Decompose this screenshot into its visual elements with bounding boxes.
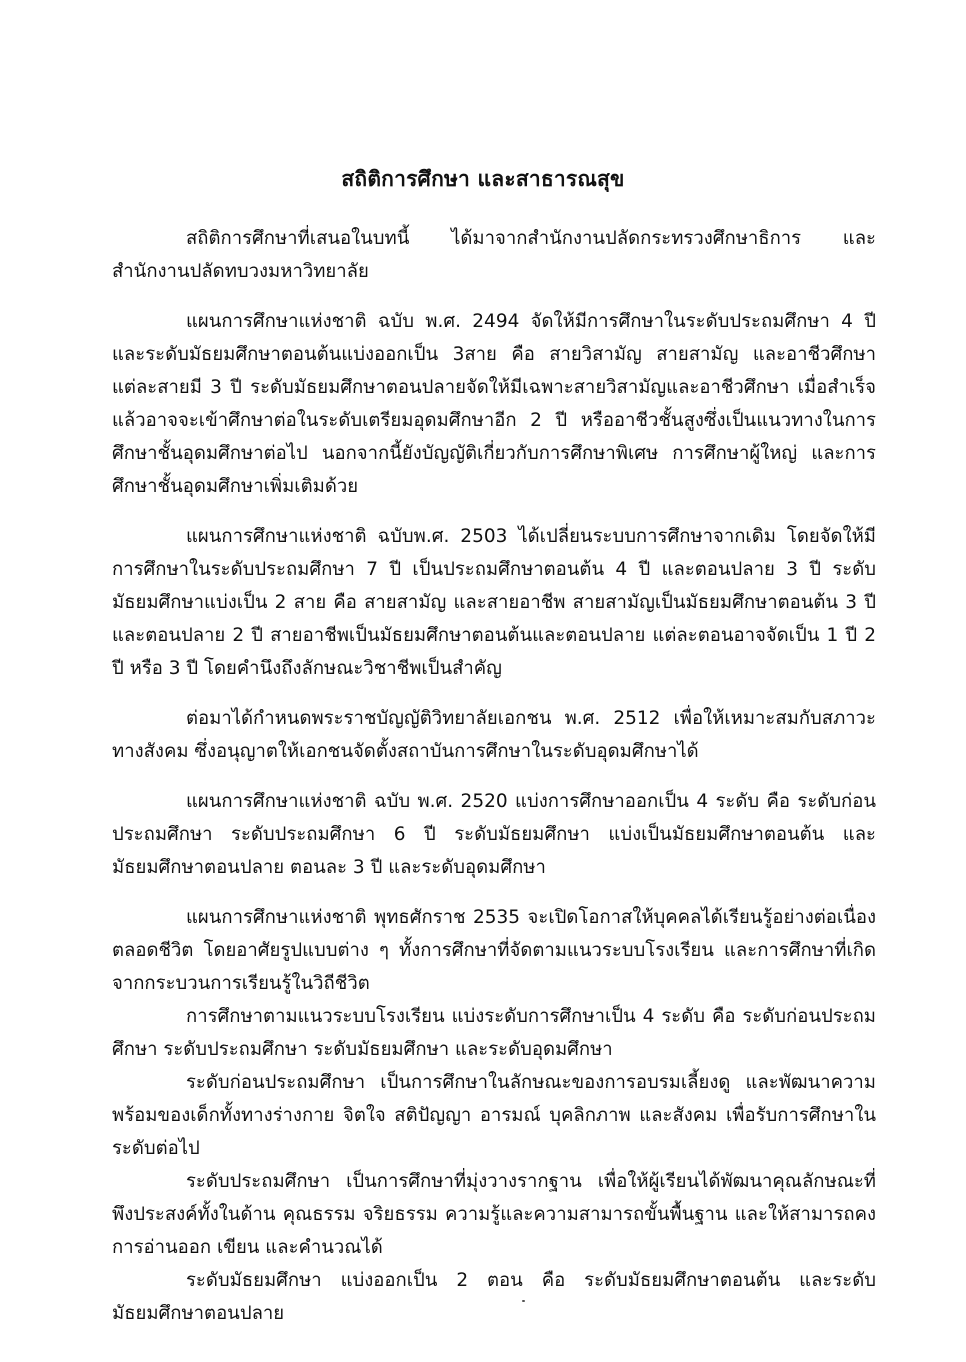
document-body xyxy=(112,222,876,1330)
page-title: สถิติการศึกษา และสาธารณสุข xyxy=(341,167,625,191)
paragraph-secondary: ระดับมัธยมศึกษา แบ่งออกเป็น 2 ตอน คือ ระดับมัธยมศึกษาตอนต้น และระดับมัธยมศึกษาตอนปลาย xyxy=(112,1270,876,1324)
paragraph-plan-2535: แผนการศึกษาแห่งชาติ พุทธศักราช 2535 จะเปิดโอกาสให้บุคคลได้เรียนรู้อย่างต่อเนื่องตลอดชีวิต โดยอาศัยรูปแบบต่าง ๆ ทั้งการศึกษาที่จัดตามแนวระบบโรงเรียน และการศึกษาที่เกิดจากกระบวนการเรียนรู้ในวิถีชีวิต xyxy=(112,907,876,994)
paragraph-plan-2494: แผนการศึกษาแห่งชาติ ฉบับ พ.ศ. 2494 จัดให้มีการศึกษาในระดับประถมศึกษา 4 ปี และระดับมัธยมศึกษาตอนต้นแบ่งออกเป็น 3สาย คือ สายวิสามัญ สายสามัญ และอาชีวศึกษา แต่ละสายมี 3 ปี ระดับมัธยมศึกษาตอนปลายจัดให้มีเฉพาะสายวิสามัญและอาชีวศึกษา เมื่อสำเร็จแล้วอาจจะเข้าศึกษาต่อในระดับเตรียมอุดมศึกษาอีก 2 ปี หรืออาชีวชั้นสูงซึ่งเป็นแนวทางในการศึกษาชั้นอุดมศึกษาต่อไป นอกจากนี้ยังบัญญัติเกี่ยวกับการศึกษาพิเศษ การศึกษาผู้ใหญ่ และการศึกษาชั้นอุดมศึกษาเพิ่มเติมด้วย xyxy=(112,311,876,497)
paragraph-school-system: การศึกษาตามแนวระบบโรงเรียน แบ่งระดับการศึกษาเป็น 4 ระดับ คือ ระดับก่อนประถมศึกษา ระดับประถมศึกษา ระดับมัธยมศึกษา และระดับอุดมศึกษา xyxy=(112,1006,876,1060)
paragraph-plan-2503: แผนการศึกษาแห่งชาติ ฉบับพ.ศ. 2503 ได้เปลี่ยนระบบการศึกษาจากเดิม โดยจัดให้มีการศึกษาในระดับประถมศึกษา 7 ปี เป็นประถมศึกษาตอนต้น 4 ปี และตอนปลาย 3 ปี ระดับมัธยมศึกษาแบ่งเป็น 2 สาย คือ สายสามัญ และสายอาชีพ สายสามัญเป็นมัธยมศึกษาตอนต้น 3 ปี และตอนปลาย 2 ปี สายอาชีพเป็นมัธยมศึกษาตอนต้นและตอนปลาย แต่ละตอนอาจจัดเป็น 1 ปี 2 ปี หรือ 3 ปี โดยคำนึงถึงลักษณะวิชาชีพเป็นสำคัญ xyxy=(112,526,876,679)
paragraph-plan-2520: แผนการศึกษาแห่งชาติ ฉบับ พ.ศ. 2520 แบ่งการศึกษาออกเป็น 4 ระดับ คือ ระดับก่อนประถมศึกษา ระดับประถมศึกษา 6 ปี ระดับมัธยมศึกษา แบ่งเป็นมัธยมศึกษาตอนต้น และมัธยมศึกษาตอนปลาย ตอนละ 3 ปี และระดับอุดมศึกษา xyxy=(112,791,876,878)
paragraph-private-college-act: ต่อมาได้กำหนดพระราชบัญญัติวิทยาลัยเอกชน พ.ศ. 2512 เพื่อให้เหมาะสมกับสภาวะทางสังคม ซึ่งอนุญาตให้เอกชนจัดตั้งสถาบันการศึกษาในระดับอุดมศึกษาได้ xyxy=(112,708,876,762)
paragraph-sources: สถิติการศึกษาที่เสนอในบทนี้ ได้มาจากสำนักงานปลัดกระทรวงศึกษาธิการ และสำนักงานปลัดทบวงมหาวิทยาลัย xyxy=(112,228,876,282)
scan-speck xyxy=(522,1300,525,1302)
paragraph-pre-primary: ระดับก่อนประถมศึกษา เป็นการศึกษาในลักษณะของการอบรมเลี้ยงดู และพัฒนาความพร้อมของเด็กทั้งทางร่างกาย จิตใจ สติปัญญา อารมณ์ บุคลิกภาพ และสังคม เพื่อรับการศึกษาในระดับต่อไป xyxy=(112,1072,876,1159)
paragraph-primary: ระดับประถมศึกษา เป็นการศึกษาที่มุ่งวางรากฐาน เพื่อให้ผู้เรียนได้พัฒนาคุณลักษณะที่พึงประสงค์ทั้งในด้าน คุณธรรม จริยธรรม ความรู้และความสามารถขั้นพื้นฐาน และให้สามารถคงการอ่านออก เขียน และคำนวณได้ xyxy=(112,1171,876,1258)
